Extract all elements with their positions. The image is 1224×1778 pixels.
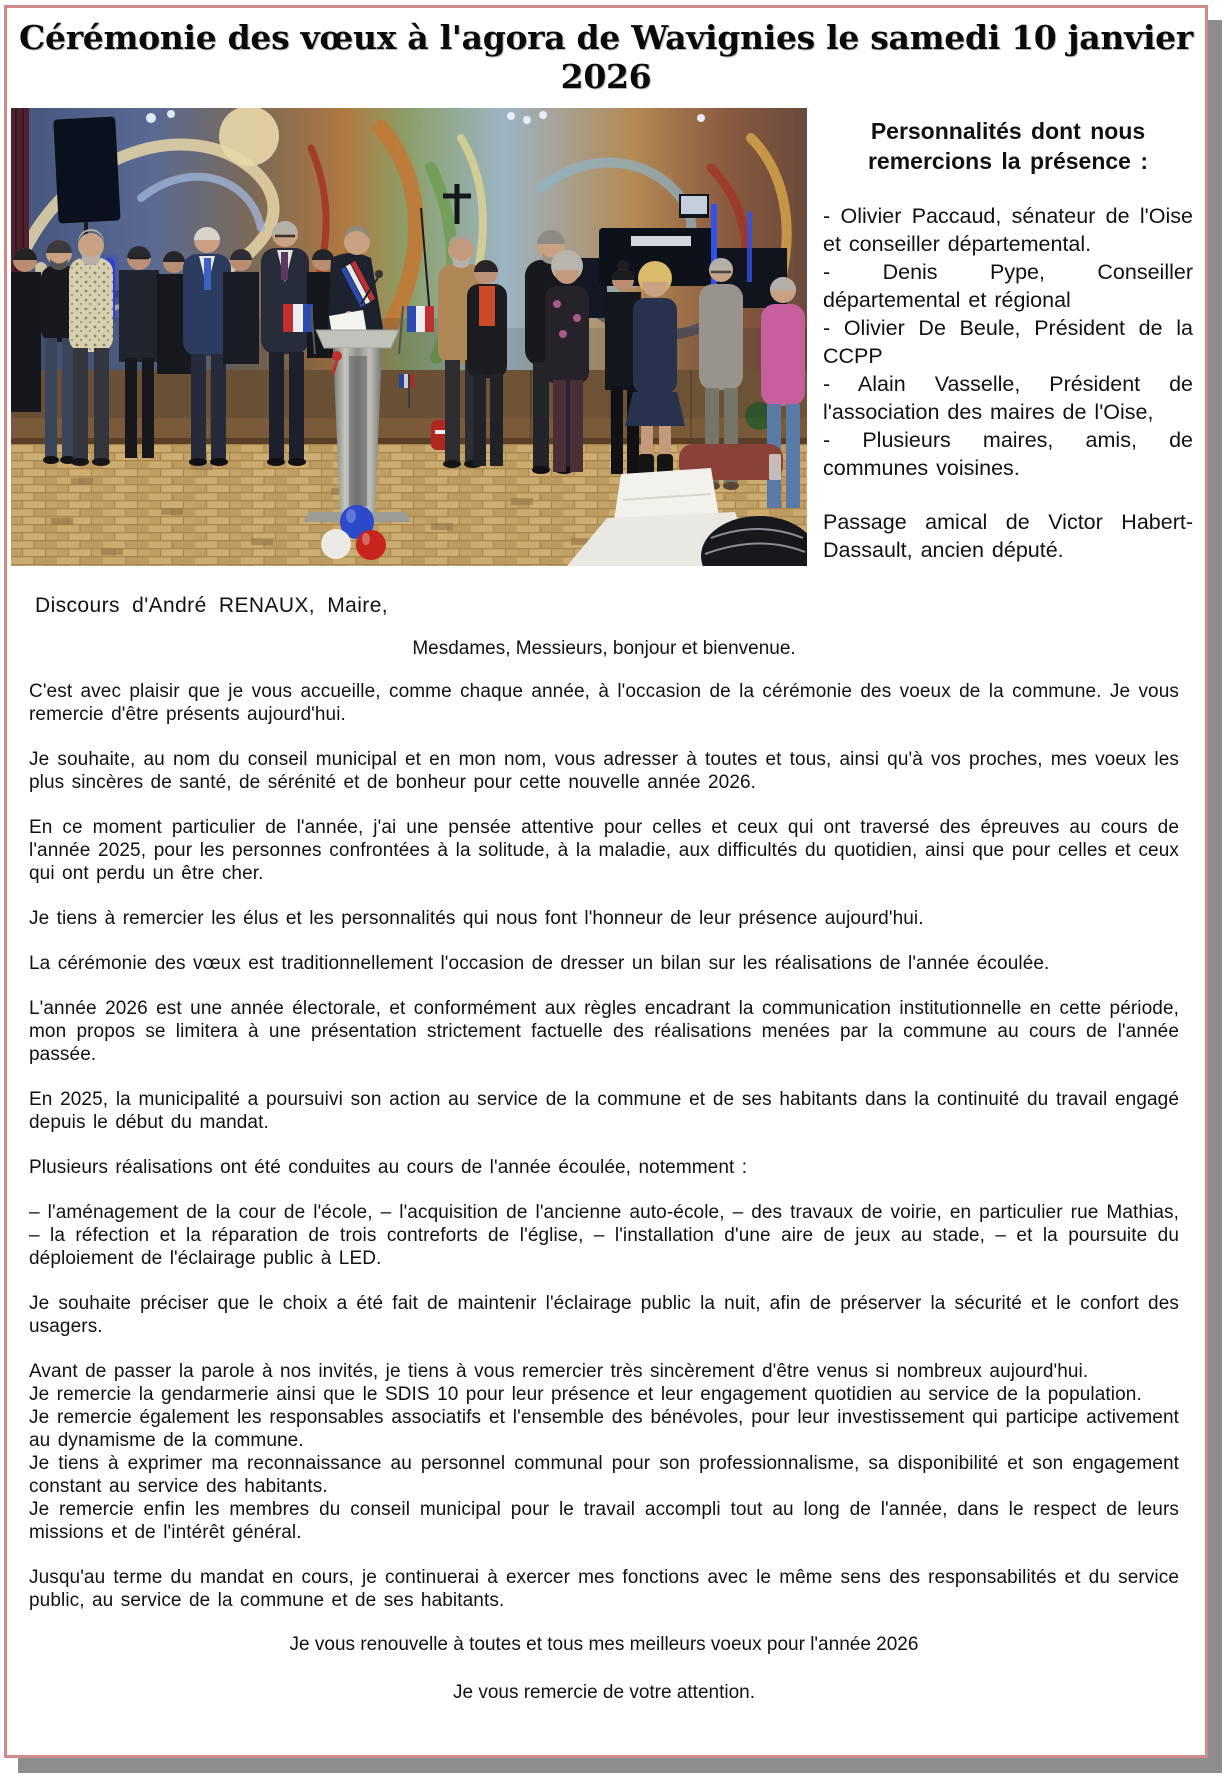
- speech-paragraph: C'est avec plaisir que je vous accueille, comme chaque année, à l'occasion de la cérémonie des voeux de la commune. Je vous remercie d'être présents aujourd'hui.: [29, 681, 1179, 725]
- speech-paragraph: En 2025, la municipalité a poursuivi son action au service de la commune et de ses habitants dans la continuité du travail engagé depuis le début du mandat.: [29, 1089, 1179, 1133]
- personalities-footer: Passage amical de Victor Habert-Dassault, ancien député.: [823, 510, 1193, 562]
- speech-paragraph: Plusieurs réalisations ont été conduites au cours de l'année écoulée, notemment :: [29, 1157, 748, 1178]
- page-frame: [4, 5, 1208, 1758]
- speech-paragraph: Je tiens à exprimer ma reconnaissance au personnel communal pour son professionnalisme, sa disponibilité et son engagement constant au service des habitants.: [29, 1453, 1179, 1497]
- personality-item: - Alain Vasselle, Président de l'association des maires de l'Oise,: [823, 372, 1193, 424]
- speech-paragraph: Avant de passer la parole à nos invités, je tiens à vous remercier très sincèrement d'être venus si nombreux aujourd'hui.: [29, 1361, 1089, 1382]
- page-title: Cérémonie des vœux à l'agora de Wavignies le samedi 10 janvier 2026: [19, 18, 1193, 96]
- speech-paragraph: Je remercie également les responsables associatifs et l'ensemble des bénévoles, pour leur investissement qui participe activement au dynamisme de la commune.: [29, 1407, 1179, 1451]
- personalities-list: [823, 202, 1193, 482]
- top-row: [7, 108, 1205, 566]
- ceremony-photo: [11, 108, 807, 566]
- speech-paragraph: Je remercie la gendarmerie ainsi que le SDIS 10 pour leur présence et leur engagement quotidien au service de la population.: [29, 1384, 1142, 1405]
- personality-item: - Olivier De Beule, Président de la CCPP: [823, 316, 1193, 368]
- personalities-heading: Personnalités dont nous remercions la présence :: [867, 118, 1149, 174]
- speech-heading: Discours d'André RENAUX, Maire,: [35, 594, 389, 617]
- speech-paragraph: Je remercie enfin les membres du conseil municipal pour le travail accompli tout au long de l'année, dans le respect de leurs missions et de l'intérêt général.: [29, 1499, 1179, 1543]
- speech-paragraph: L'année 2026 est une année électorale, et conformément aux règles encadrant la communication institutionnelle en cette période, mon propos se limitera à une présentation strictement factuelle des réalisations menées par la commune au cours de l'année passée.: [29, 998, 1179, 1065]
- speech-paragraph: Je souhaite préciser que le choix a été fait de maintenir l'éclairage public la nuit, afin de préserver la sécurité et le confort des usagers.: [29, 1293, 1179, 1337]
- speech-paragraph: Je souhaite, au nom du conseil municipal et en mon nom, vous adresser à toutes et tous, ainsi qu'à vos proches, mes voeux les plus sincères de santé, de sérénité et de bonheur pour cette nouvelle année 2026.: [29, 749, 1179, 793]
- speech-paragraphs: [29, 680, 1179, 1612]
- speech-paragraph: – l'aménagement de la cour de l'école, – l'acquisition de l'ancienne auto-école, – des travaux de voirie, en particulier rue Mathias, – la réfection et la réparation de trois contreforts de l'église, – l'installation d'une aire de jeux au stade, – et la poursuite du déploiement de l'éclairage public à LED.: [29, 1202, 1179, 1269]
- speech-closing-wishes: Je vous renouvelle à toutes et tous mes meilleurs voeux pour l'année 2026: [289, 1634, 919, 1655]
- speech-paragraph: Jusqu'au terme du mandat en cours, je continuerai à exercer mes fonctions avec le même sens des responsabilités et du service public, au service de la commune et de ses habitants.: [29, 1567, 1179, 1611]
- speech-section: [7, 594, 1205, 1704]
- personality-item: - Olivier Paccaud, sénateur de l'Oise et conseiller départemental.: [823, 204, 1193, 256]
- personality-item: - Denis Pype, Conseiller départemental et régional: [823, 260, 1193, 312]
- speech-paragraph: En ce moment particulier de l'année, j'ai une pensée attentive pour celles et ceux qui ont traversé des épreuves au cours de l'année 2025, pour les personnes confrontées à la solitude, à la maladie, aux difficultés du quotidien, ainsi que pour celles et ceux qui ont perdu un être cher.: [29, 817, 1179, 884]
- personality-item: - Plusieurs maires, amis, de communes voisines.: [823, 428, 1193, 480]
- personalities-panel: [807, 108, 1205, 566]
- speech-paragraph: Je tiens à remercier les élus et les personnalités qui nous font l'honneur de leur présence aujourd'hui.: [29, 908, 924, 929]
- speech-closing-thanks: Je vous remercie de votre attention.: [452, 1682, 756, 1703]
- speech-salutation: Mesdames, Messieurs, bonjour et bienvenue.: [412, 638, 796, 659]
- speech-paragraph: La cérémonie des vœux est traditionnellement l'occasion de dresser un bilan sur les réalisations de l'année écoulée.: [29, 953, 1050, 974]
